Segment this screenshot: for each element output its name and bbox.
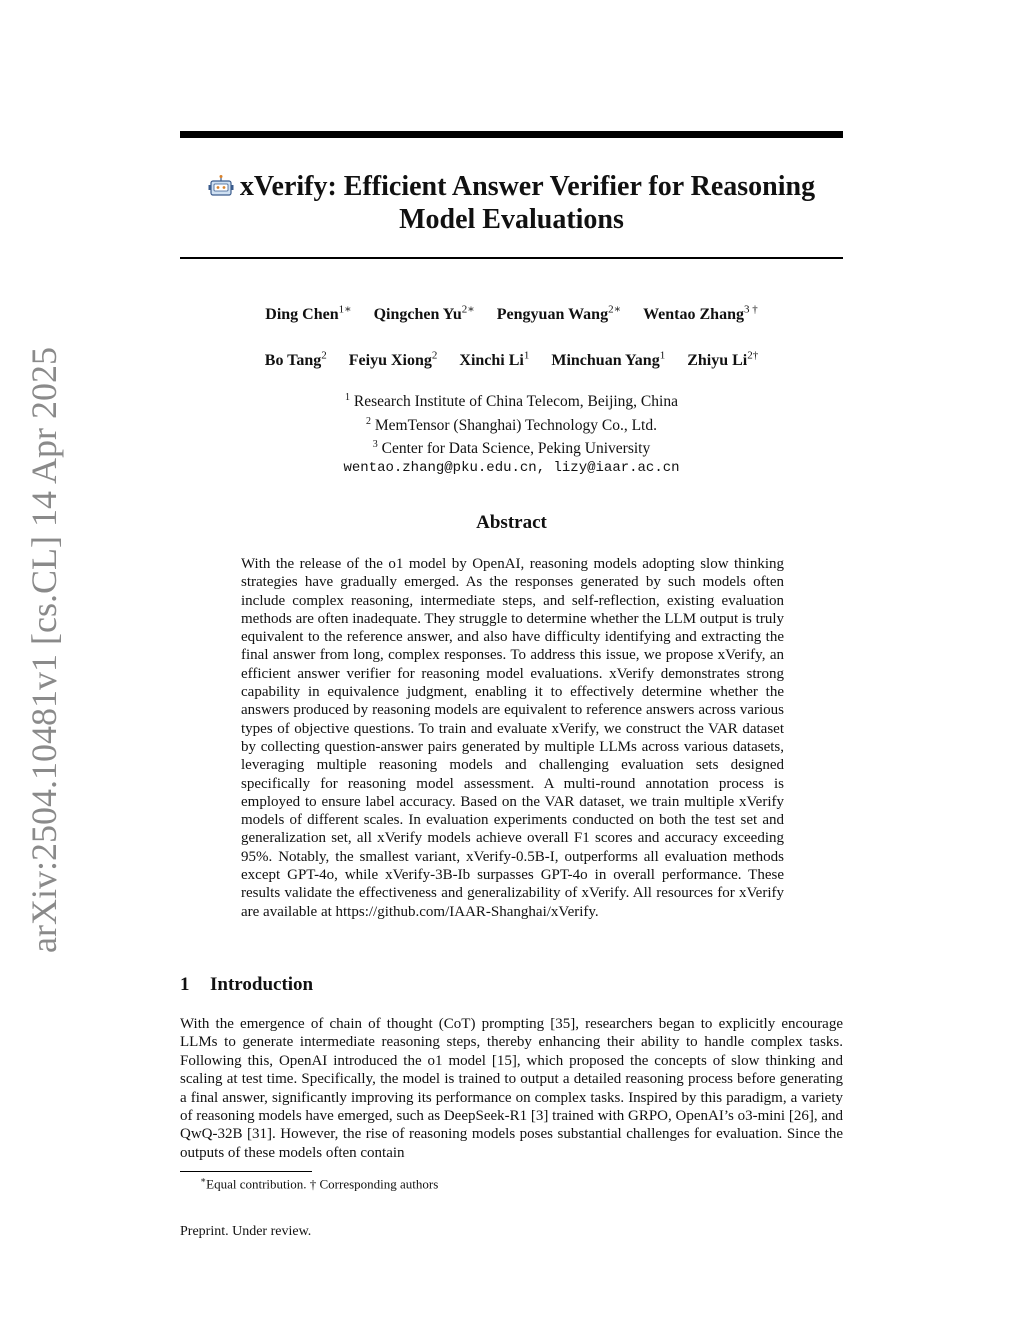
author: Bo Tang$^2$ (264, 350, 327, 370)
author: Xinchi Li$^1$ (459, 350, 530, 370)
author-row-2 (180, 350, 843, 370)
author: Feiyu Xiong$^2$ (348, 350, 438, 370)
preprint-notice: Preprint. Under review. (180, 1224, 312, 1239)
affiliations (180, 388, 843, 478)
section-number: 1 (180, 974, 190, 995)
affiliation: $^3$ Center for Data Science, Peking University (372, 439, 651, 458)
robot-logo-icon (208, 174, 234, 198)
author-row-1 (180, 303, 843, 324)
author: Pengyuan Wang$^{2∗}$ (496, 304, 622, 324)
paper-title (180, 170, 843, 236)
abstract-heading: Abstract (476, 512, 547, 533)
footnote: ∗Equal contribution. † Corresponding authors (200, 1175, 439, 1192)
section-heading (180, 974, 313, 996)
affiliation: $^1$ Research Institute of China Telecom, Beijing, China (345, 392, 678, 411)
affiliation: $^2$ MemTensor (Shanghai) Technology Co., Ltd. (366, 415, 657, 434)
author: Qingchen $Yu^{2∗}$ (373, 304, 475, 324)
footnote-rule (180, 1171, 312, 1172)
introduction-text: With the emergence of chain of thought (CoT) prompting [35], researchers began to explicitly encourage LLMs to generate intermediate reasoning steps, thereby enhancing their ability to handle complex tasks. Following this, OpenAI introduced the o1 model [15], which proposed the concepts of slow thinking and scaling at test time. Specifically, the model is trained to output a detailed reasoning process before generating a final answer, significantly improving its performance on complex tasks. Inspired by this paradigm, a variety of reasoning models have emerged, such as DeepSeek-R1 [3] trained with GRPO, OpenAI’s o3-mini [26], and QwQ-32B [31]. However, the rise of reasoning models poses substantial challenges for evaluation. Since the outputs of these models often contain (180, 1016, 843, 1161)
contact-emails: wentao.zhang@pku.edu.cn, lizy@iaar.ac.cn (343, 459, 680, 476)
title-top-rule (180, 131, 843, 138)
arxiv-side-stamp: arXiv:2504.10481v1 [cs.CL] 14 Apr 2025 (24, 347, 64, 953)
author: Minchuan Yang$^1$ (551, 350, 666, 370)
abstract-text: With the release of the o1 model by OpenAI, reasoning models adopting slow thinking strategies have gradually emerged. As the responses generated by such models often include complex reasoning, intermediate steps, and self-reflection, existing evaluation methods are often inadequate. They struggle to determine whether the LLM output is truly equivalent to the reference answer, and also have difficulty identifying and extracting the final answer from long, complex responses. To address this issue, we propose xVerify, an efficient answer verifier for reasoning model evaluations. xVerify demonstrates strong capability in equivalence judgment, enabling it to effectively determine whether the answers produced by reasoning models are equivalent to reference answers across various types of objective questions. To train and evaluate xVerify, we construct the VAR dataset by collecting question-answer pairs generated by multiple LLMs across various datasets, leveraging multiple reasoning models and challenging evaluation sets designed specifically for reasoning model assessment. A multi-round annotation process is employed to ensure label accuracy. Based on the VAR dataset, we train multiple xVerify models of different scales. In evaluation experiments conducted on both the test set and generalization set, all xVerify models achieve overall F1 scores and accuracy exceeding 95%. Notably, the smallest variant, xVerify-0.5B-I, outperforms all evaluation methods except GPT-4o, while xVerify-3B-Ib surpasses GPT-4o in overall performance. These results validate the effectiveness and generalizability of xVerify. All resources for xVerify are available at https://github.com/IAAR-Shanghai/xVerify. (241, 556, 784, 920)
author: Wentao Zhang$^{3 \dagger}$ (643, 304, 758, 324)
author: Ding Chen$^{1∗}$ (265, 304, 352, 324)
title-line-1: xVerify: Efficient Answer Verifier for Reasoning (239, 171, 816, 202)
author: Zhiyu $Li^{2\dagger}$ (687, 350, 759, 370)
title-bottom-rule (180, 257, 843, 259)
section-title: Introduction (210, 974, 314, 995)
title-line-2: Model Evaluations (399, 204, 624, 235)
